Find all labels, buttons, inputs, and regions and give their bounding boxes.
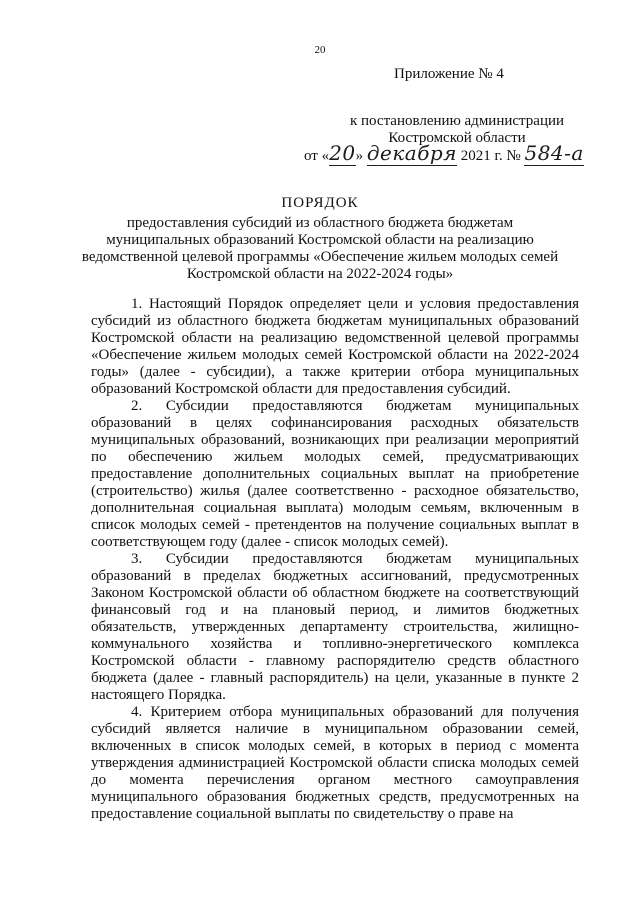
- paragraph-1: 1. Настоящий Порядок определяет цели и условия предоставления субсидий из областного бюджета бюджетам муниципальных образований Костромской области на реализацию ведомственной целевой программы «Обеспечение жильем молодых семей Костромской области на 2022-2024 годы» (далее - субсидии), а также критерии отбора муниципальных образований Костромской области для предоставления субсидий.: [91, 296, 579, 397]
- paragraph-4: 4. Критерием отбора муниципальных образований для получения субсидий является наличие в муниципальном образовании семей, включенных в список молодых семей, в которых в период с момента утверждения администрацией Костромской области списка молодых семей до момента перечисления органом местного самоуправления муниципального образования бюджетных средств, предусмотренных на предоставление социальной выплаты по свидетельству о праве на: [91, 704, 579, 822]
- paragraph-3: 3. Субсидии предоставляются бюджетам муниципальных образований в пределах бюджетных ассигнований, предусмотренных Законом Костромской области об областном бюджете на соответствующий финансовый год и на плановый период, и лимитов бюджетных обязательств, утвержденных департаменту строительства, жилищно-коммунального хозяйства и топливно-энергетического комплекса Костромской области - главному распорядителю средств областного бюджета (далее - главный распорядитель) на цели, указанные в пункте 2 настоящего Порядка.: [91, 551, 579, 703]
- page-number: 20: [314, 44, 326, 56]
- document-subtitle: предоставления субсидий из областного бюджета бюджетам муниципальных образований Костромской области на реализацию ведомственной целевой программы «Обеспечение жильем молодых семей Костромской области на 2022-2024 годы»: [81, 215, 559, 282]
- date-prefix: от «: [304, 148, 330, 164]
- handwritten-decree-number: 584-а: [524, 141, 584, 165]
- decree-line-1: к постановлению администрации: [349, 113, 565, 129]
- paragraph-2: 2. Субсидии предоставляются бюджетам муниципальных образований в целях софинансирования расходных обязательств муниципальных образований, возникающих при реализации мероприятий по обеспечению жильем молодых семей, предусматривающих предоставление дополнительных социальных выплат на приобретение (строительство) жилья (далее соответственно - расходное обязательство, дополнительная социальная выплата) молодым семьям, включенным в список молодых семей - претендентов на получение социальных выплат в соответствующем году (далее - список молодых семей).: [91, 398, 579, 550]
- decree-date-line: [304, 141, 584, 165]
- decree-line-2: Костромской области: [388, 130, 526, 146]
- date-mid: »: [355, 148, 367, 164]
- appendix-label: Приложение № 4: [394, 66, 504, 82]
- document-body: [91, 296, 579, 823]
- document-title: ПОРЯДОК: [281, 195, 359, 211]
- handwritten-day: 20: [329, 141, 356, 165]
- handwritten-month: декабря: [366, 141, 457, 165]
- date-year: 2021 г. №: [456, 148, 525, 164]
